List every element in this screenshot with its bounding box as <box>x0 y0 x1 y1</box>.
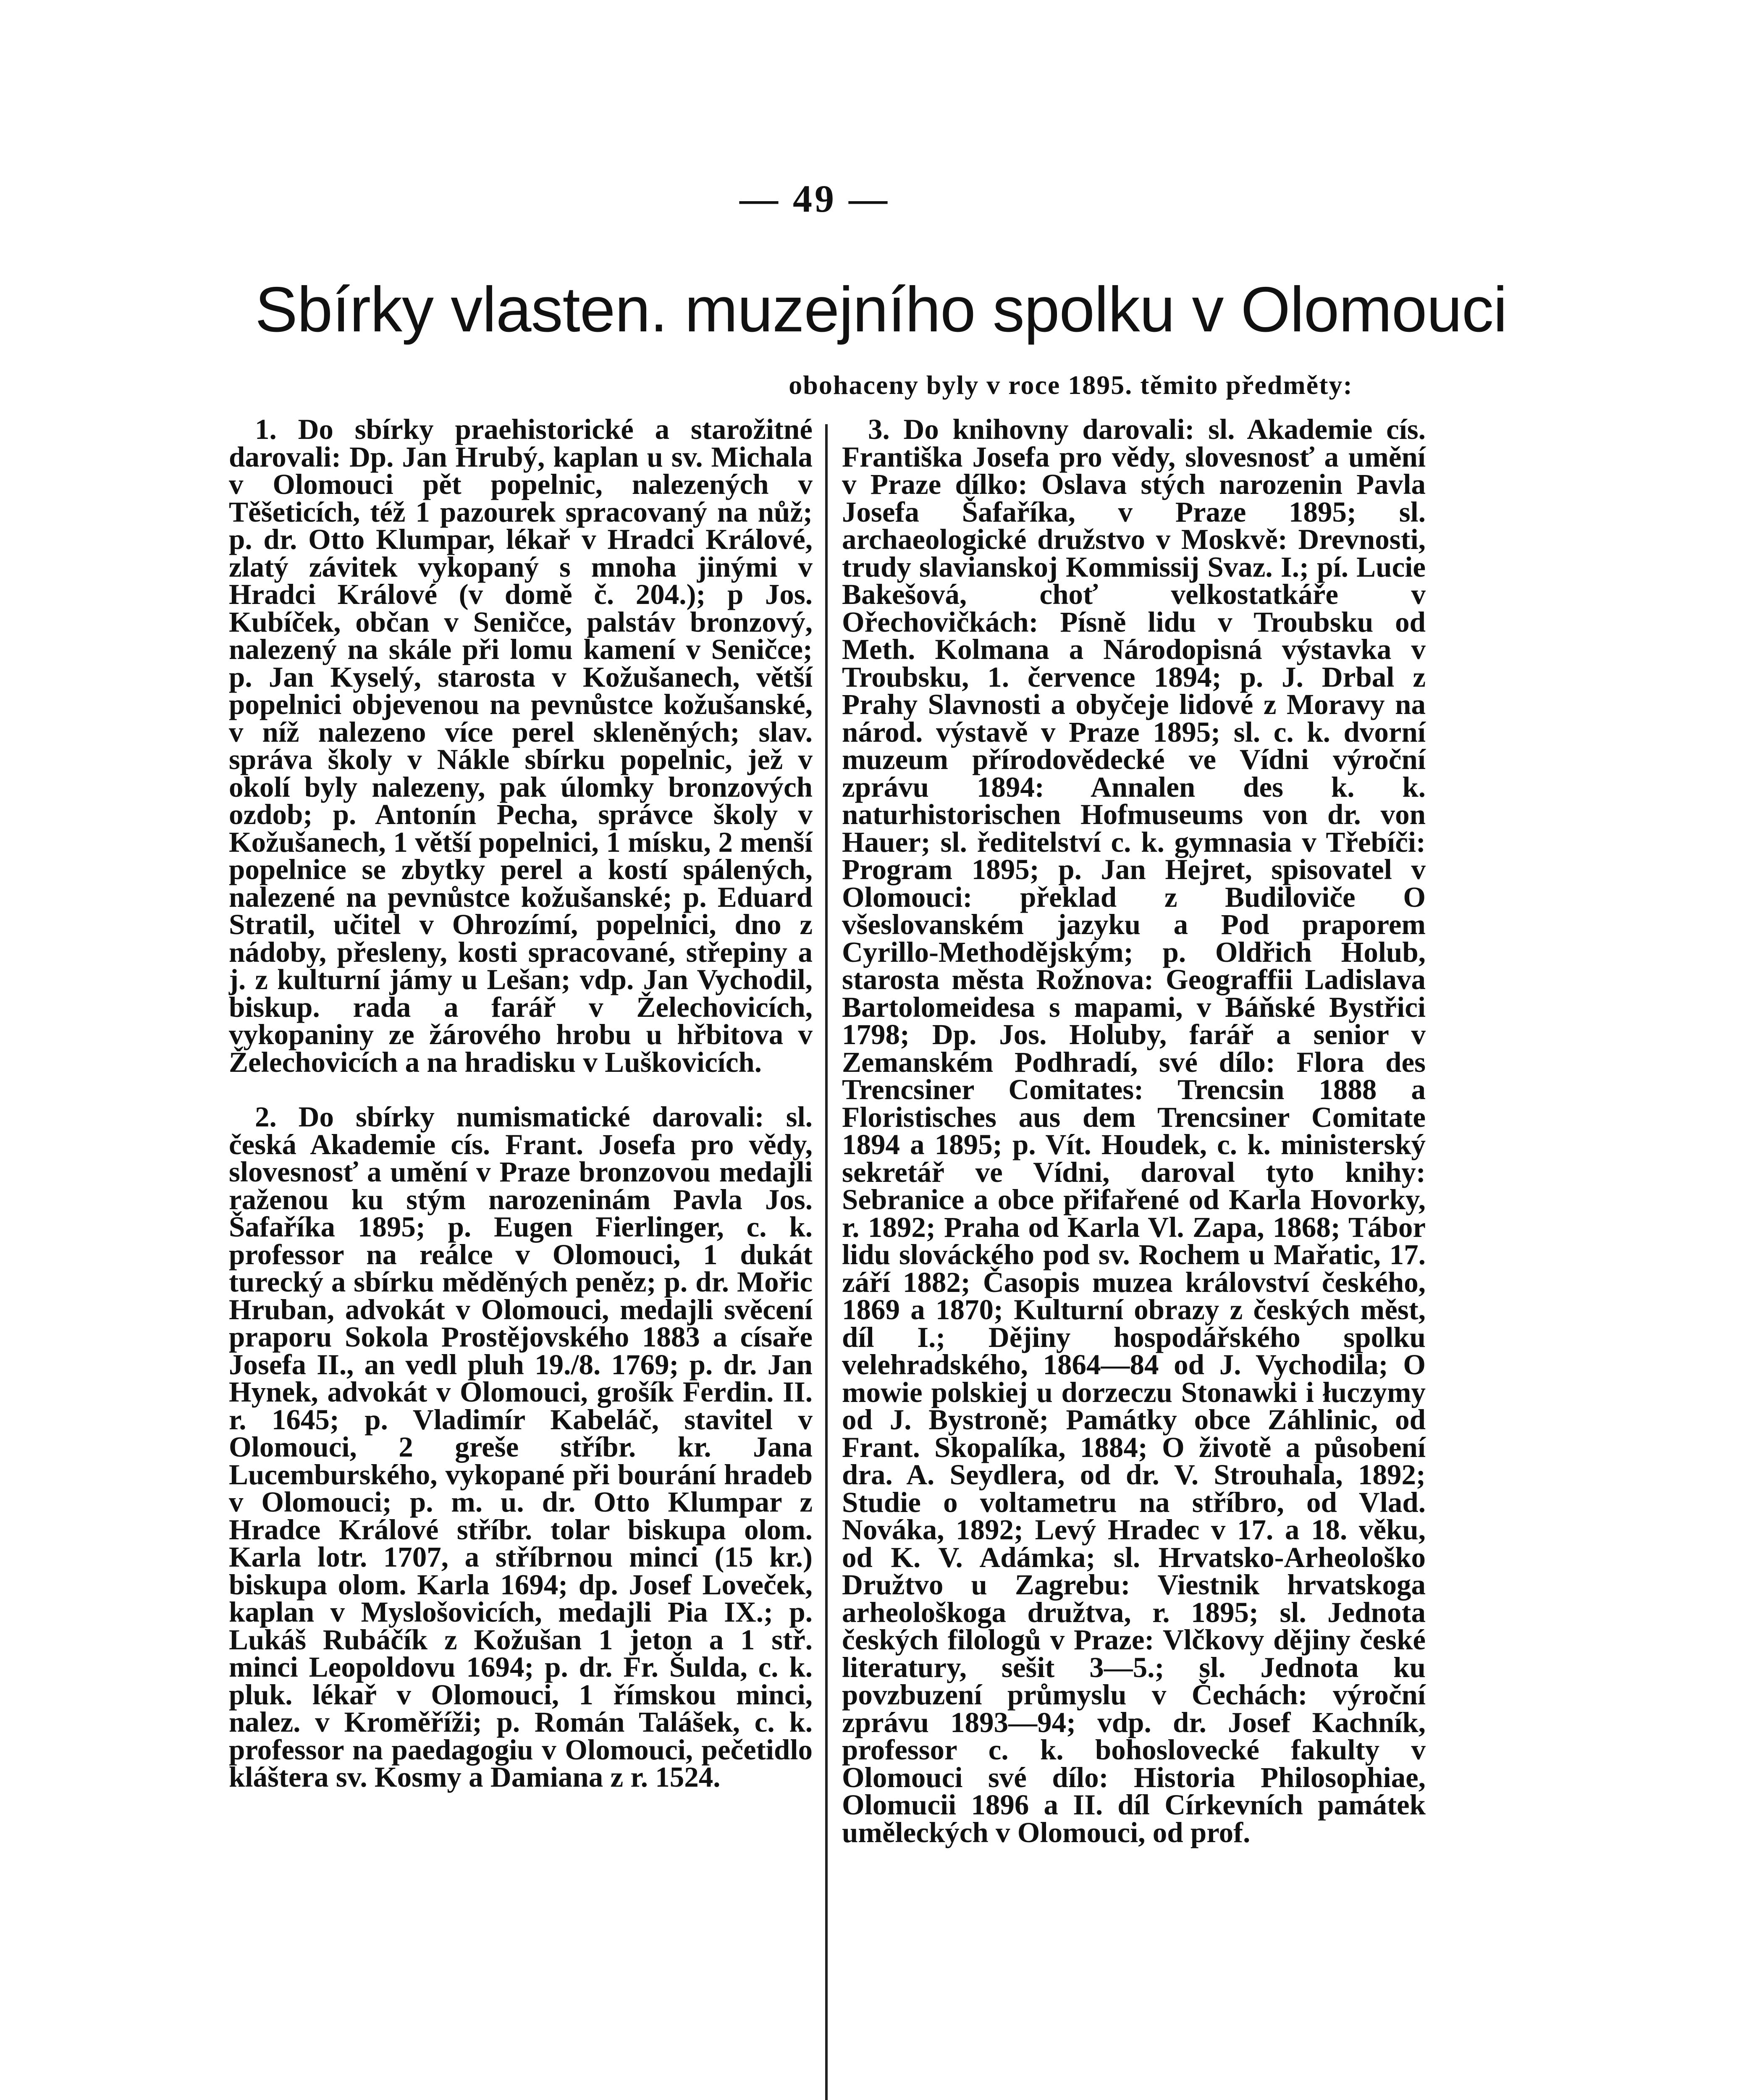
page-number: — 49 — <box>739 177 890 220</box>
column-divider <box>825 424 828 2100</box>
page-subtitle: obohaceny byly v roce 1895. těmito předměty: <box>789 370 1353 400</box>
paragraph-library: 3. Do knihovny darovali: sl. Akademie cís. Františka Josefa pro vědy, slovesnosť a umění v Praze dílko: Oslava stých narozenin Pavla Josefa Šafaříka, v Praze 1895; sl. archaeologické družstvo v Moskvě: Drevnosti, trudy slavianskoj Kommissij Svaz. I.; pí. Lucie Bakešová, choť velkostatkáře v Ořechovičkách: Písně lidu v Troubsku od Meth. Kolmana a Národopisná výstavka v Troubsku, 1. července 1894; p. J. Drbal z Prahy Slavnosti a obyčeje lidové z Moravy na národ. výstavě v Praze 1895; sl. c. k. dvorní muzeum přírodovědecké ve Vídni výroční zprávu 1894: Annalen des k. k. naturhistorischen Hofmuseums von dr. von Hauer; sl. ředitelství c. k. gymnasia v Třebíči: Program 1895; p. Jan Hejret, spisovatel v Olomouci: překlad z Budiloviče O všeslovanském jazyku a Pod praporem Cyrillo-Methodějským; p. Oldřich Holub, starosta města Rožnova: Geograffii Ladislava Bartolomeidesa s mapami, v Báňské Bystřici 1798; Dp. Jos. Holuby, farář a senior v Zemanském Podhradí, své dílo: Flora des Trencsiner Comitates: Trencsin 1888 a Floristisches aus dem Trencsiner Comitate 1894 a 1895; p. Vít. Houdek, c. k. ministerský sekretář ve Vídni, daroval tyto knihy: Sebranice a obce přifařené od Karla Hovorky, r. 1892; Praha od Karla Vl. Zapa, 1868; Tábor lidu slováckého pod sv. Rochem u Mařatic, 17. září 1882; Časopis muzea království českého, 1869 a 1870; Kulturní obrazy z českých měst, díl I.; Dějiny hospodářského spolku velehradského, 1864—84 od J. Vychodila; O mowie polskiej u dorzeczu Stonawki i łuczymy od J. Bystroně; Památky obce Záhlinic, od Frant. Skopalíka, 1884; O životě a působení dra. A. Seydlera, od dr. V. Strouhala, 1892; Studie o voltametru na stříbro, od Vlad. Nováka, 1892; Levý Hradec v 17. a 18. věku, od K. V. Adámka; sl. Hrvatsko-Arheološko Družtvo u Zagrebu: Viestnik hrvatskoga arheološkoga družtva, r. 1895; sl. Jednota českých filologů v Praze: Vlčkovy dějiny české literatury, sešit 3—5.; sl. Jednota ku povzbuzení průmyslu v Čechách: výroční zprávu 1893—94; vdp. dr. Josef Kachník, professor c. k. bohoslovecké fakulty v Olomouci své dílo: Historia Philosophiae, Olomucii 1896 a II. díl Církevních památek uměleckých v Olomouci, od prof. <box>842 413 1426 1848</box>
page-title: Sbírky vlasten. muzejního spolku v Olomouci <box>255 274 1507 345</box>
paragraph-prehistoric-collection: 1. Do sbírky praehistorické a starožitné darovali: Dp. Jan Hrubý, kaplan u sv. Michala v Olomouci pět popelnic, nalezených v Těšeticích, též 1 pazourek spracovaný na nůž; p. dr. Otto Klumpar, lékař v Hradci Králové, zlatý závitek vykopaný s mnoha jinými v Hradci Králové (v domě č. 204.); p Jos. Kubíček, občan v Seničce, palstáv bronzový, nalezený na skále při lomu kamení v Seničce; p. Jan Kyselý, starosta v Kožušanech, větší popelnici objevenou na pevnůstce kožušanské, v níž nalezeno více perel skleněných; slav. správa školy v Nákle sbírku popelnic, jež v okolí byly nalezeny, pak úlomky bronzových ozdob; p. Antonín Pecha, správce školy v Kožušanech, 1 větší popelnici, 1 mísku, 2 menší popelnice se zbytky perel a kostí spálených, nalezené na pevnůstce kožušanské; p. Eduard Stratil, učitel v Ohrozímí, popelnici, dno z nádoby, přesleny, kosti spracované, střepiny a j. z kulturní jámy u Lešan; vdp. Jan Vychodil, biskup. rada a farář v Želechovicích, vykopaniny ze žárového hrobu u hřbitova v Želechovicích a na hradisku v Luškovicích. <box>229 413 813 1078</box>
paragraph-numismatic-collection: 2. Do sbírky numismatické darovali: sl. česká Akademie cís. Frant. Josefa pro vědy, slovesnosť a umění v Praze bronzovou medajli raženou ku stým narozeninám Pavla Jos. Šafaříka 1895; p. Eugen Fierlinger, c. k. professor na reálce v Olomouci, 1 dukát turecký a sbírku měděných peněz; p. dr. Mořic Hruban, advokát v Olomouci, medajli svěcení praporu Sokola Prostějovského 1883 a císaře Josefa II., an vedl pluh 19./8. 1769; p. dr. Jan Hynek, advokát v Olomouci, grošík Ferdin. II. r. 1645; p. Vladimír Kabeláč, stavitel v Olomouci, 2 greše stříbr. kr. Jana Lucemburského, vykopané při bourání hradeb v Olomouci; p. m. u. dr. Otto Klumpar z Hradce Králové stříbr. tolar biskupa olom. Karla lotr. 1707, a stříbrnou minci (15 kr.) biskupa olom. Karla 1694; dp. Josef Loveček, kaplan v Myslošovicích, medajli Pia IX.; p. Lukáš Rubáčík z Kožušan 1 jeton a 1 stř. minci Leopoldovu 1694; p. dr. Fr. Šulda, c. k. pluk. lékař v Olomouci, 1 římskou minci, nalez. v Kroměříži; p. Román Talášek, c. k. professor na paedagogiu v Olomouci, pečetidlo kláštera sv. Kosmy a Damiana z r. 1524. <box>229 1101 813 1793</box>
right-column <box>842 413 1426 1848</box>
left-column <box>229 413 813 1793</box>
